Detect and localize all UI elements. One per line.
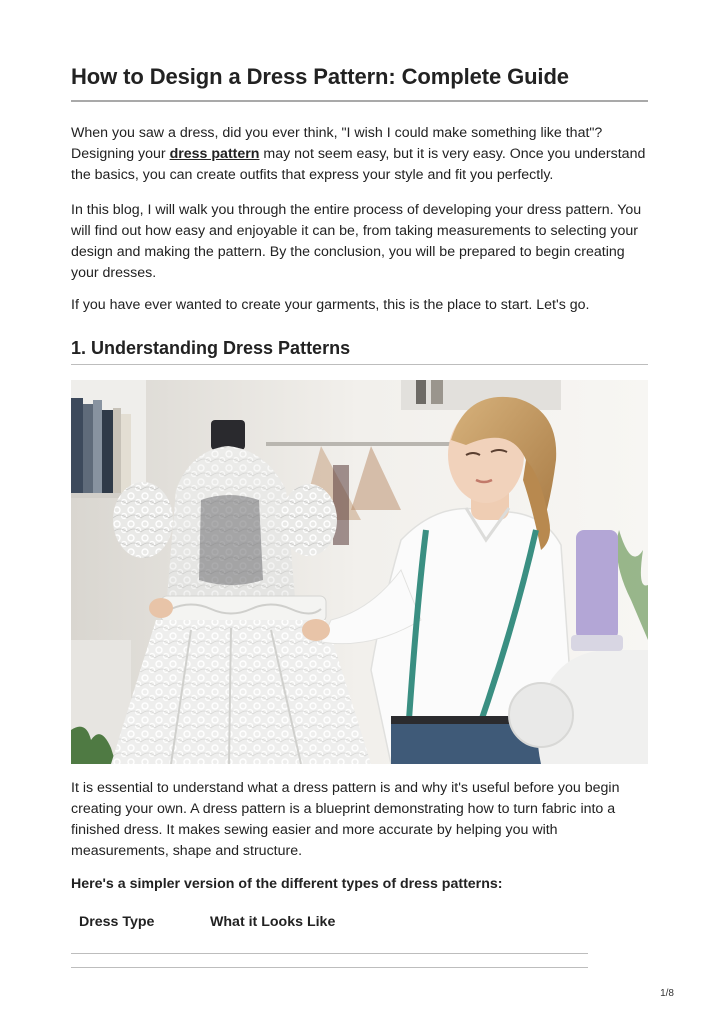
dressmaker-photo — [71, 380, 648, 764]
section-body: It is essential to understand what a dress pattern is and why it's useful before you begin creating your own. A dress pattern is a blueprint demonstrating how to turn fabric into a finished dress. It makes sewing easier and more accurate by helping you with measurements, shape and structure. — [71, 780, 620, 859]
section-heading: 1. Understanding Dress Patterns — [71, 338, 351, 358]
intro-text-after-link: may not seem easy, but it is very easy. Once you understand the basics, you can create outfits that express your style and fit you perfectly. — [71, 146, 646, 183]
intro-paragraph-2: In this blog, I will walk you through the entire process of developing your dress pattern. You will find out how easy and enjoyable it can be, from taking measurements to selecting your design and making the pattern. By the conclusion, you will be prepared to begin creating your dresses. — [71, 202, 642, 281]
column-header-appearance: What it Looks Like — [210, 914, 336, 930]
page-title: How to Design a Dress Pattern: Complete Guide — [71, 64, 569, 89]
types-lead: Here's a simpler version of the different types of dress patterns: — [71, 876, 503, 892]
table-rule-bottom — [71, 967, 588, 968]
title-divider — [71, 100, 648, 102]
intro-paragraph-3: If you have ever wanted to create your garments, this is the place to start. Let's go. — [71, 297, 590, 313]
dress-pattern-link[interactable]: dress pattern — [169, 146, 260, 162]
intro-text-before-link: When you saw a dress, did you ever think, "I wish I could make something like that"? Designing your — [71, 125, 603, 162]
intro-paragraph-1 — [71, 123, 648, 186]
page-number: 1/8 — [660, 988, 674, 999]
column-header-dress-type: Dress Type — [79, 914, 155, 930]
table-rule-top — [71, 953, 588, 954]
section-divider — [71, 364, 648, 365]
